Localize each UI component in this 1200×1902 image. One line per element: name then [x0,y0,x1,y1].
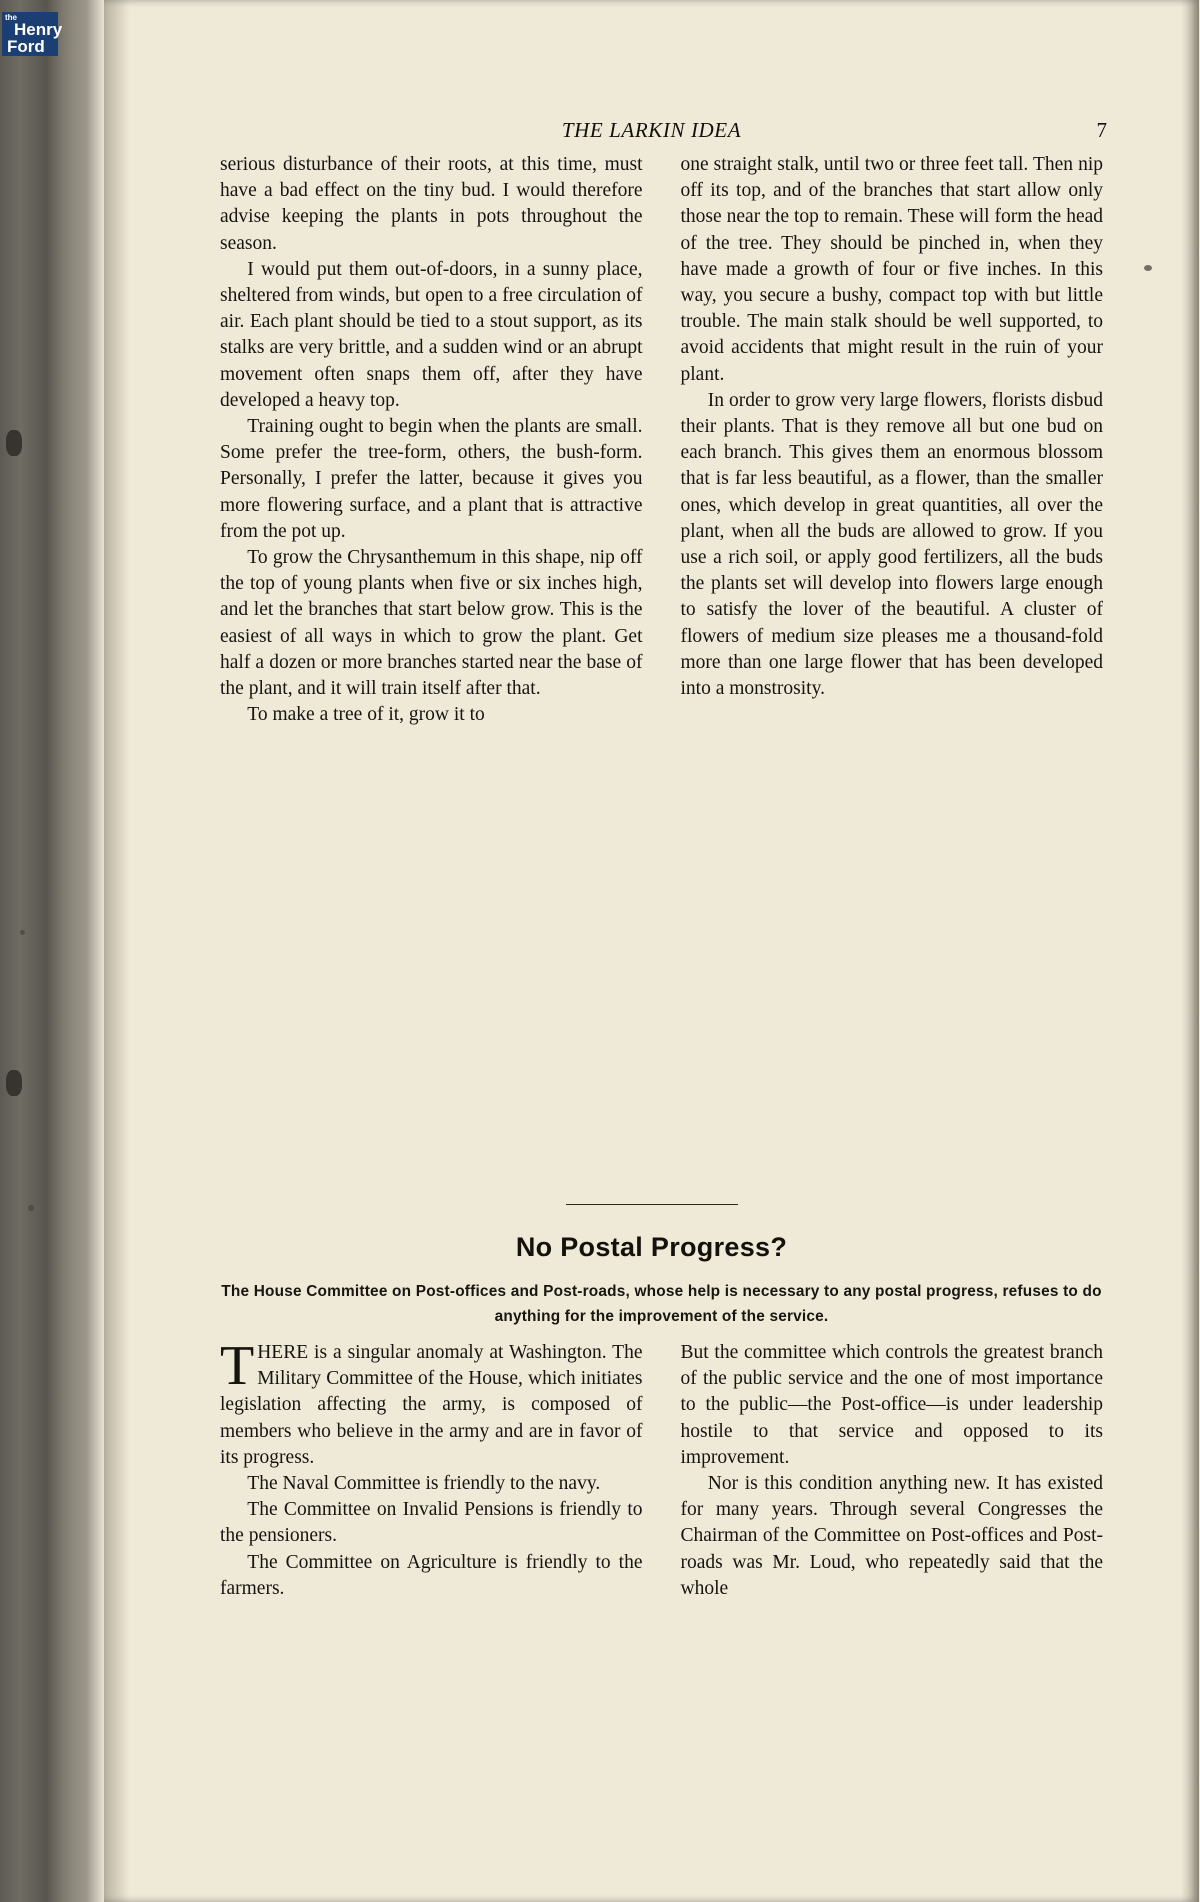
article-two-title: No Postal Progress? [515,1232,788,1262]
paragraph: one straight stalk, until two or three feet tall. Then nip off its top, and of the branches that start allow only those near the top to remain. These will form the head of the tree. They should be pinched in, when they have made a growth of four or five inches. In this way, you secure a bushy, compact top with but little trouble. The main stalk should be well supported, to avoid accidents that might result in the ruin of your plant. [680,154,1103,385]
article-two-left-column [220,1335,643,1602]
scan-artifact-mark [6,1070,22,1096]
scan-artifact-mark [6,430,22,456]
paragraph: The Committee on Invalid Pensions is friendly to the pensioners. [220,1499,643,1547]
paragraph: serious disturbance of their roots, at this time, must have a bad effect on the tiny bud. I would therefore advise keeping the plants in pots throughout the season. [220,154,643,254]
paragraph: To grow the Chrysanthemum in this shape, nip off the top of young plants when five or six inches high, and let the branches that start below grow. This is the easiest of all ways in which to grow the plant. Get half a dozen or more branches started near the base of the plant, and it will train itself after that. [220,547,643,700]
article-two-right-column [681,1340,1104,1602]
article-one-body [104,152,1199,728]
article-one-right-column [681,152,1104,728]
article-two-deck: The House Committee on Post-offices and Post-roads, whose help is necessary to any postal progress, refuses to do anything for the improvement of the service. [221,1283,1102,1325]
henry-ford-logo [2,12,63,56]
logo-the-text: the [5,13,17,22]
paragraph: The Committee on Agriculture is friendly to the farmers. [220,1551,643,1599]
drop-cap: T [220,1335,255,1397]
paragraph-with-dropcap [220,1335,643,1471]
article-two-body [104,1335,1199,1602]
page-title: THE LARKIN IDEA [561,118,742,142]
article-two-header [104,1232,1199,1329]
paragraph: The Naval Committee is friendly to the navy. [247,1473,601,1495]
paragraph: But the committee which controls the greatest branch of the public service and the one of most importance to the public—the Post-office—is under leadership hostile to that service and opposed to its improvement. [680,1342,1103,1468]
paragraph: I would put them out-of-doors, in a sunny place, sheltered from winds, but open to a free circulation of air. Each plant should be tied to a stout support, as its stalks are very brittle, and a sudden wind or an abrupt movement often snaps them off, after they have developed a heavy top. [220,258,643,411]
paragraph-text: HERE is a singular anomaly at Washington. The Military Committee of the House, which initiates legislation affecting the army, is composed of members who believe in the army and are in favor of its progress. [220,1342,643,1468]
page-paper [104,0,1199,1902]
scan-speck [28,1205,34,1211]
page-number: 7 [1096,118,1107,142]
logo-henry-text: Henry [14,20,63,39]
paragraph: Training ought to begin when the plants are small. Some prefer the tree-form, others, the bush-form. Personally, I prefer the latter, because it gives you more flowering surface, and a plant that is attractive from the pot up. [220,416,643,542]
paragraph: Nor is this condition anything new. It has existed for many years. Through several Congresses the Chairman of the Committee on Post-offices and Post-roads was Mr. Loud, who repeatedly said that the whole [680,1473,1103,1599]
logo-ford-text: Ford [7,37,45,56]
paragraph: To make a tree of it, grow it to [247,704,485,726]
running-head [104,118,1199,146]
paragraph: In order to grow very large flowers, florists disbud their plants. That is they remove all but one bud on each branch. This gives them an enormous blossom that is far less beautiful, as a flower, than the smaller ones, which develop in great quantities, all over the plant, when all the buds are allowed to grow. If you use a rich soil, or apply good fertilizers, all the buds the plants set will develop into flowers large enough to satisfy the lover of the beautiful. A cluster of flowers of medium size pleases me a thousand-fold more than one large flower that has been developed into a monstrosity. [680,389,1103,700]
section-divider-rule [566,1204,738,1205]
article-one-left-column [220,152,643,728]
scan-speck [20,930,25,935]
